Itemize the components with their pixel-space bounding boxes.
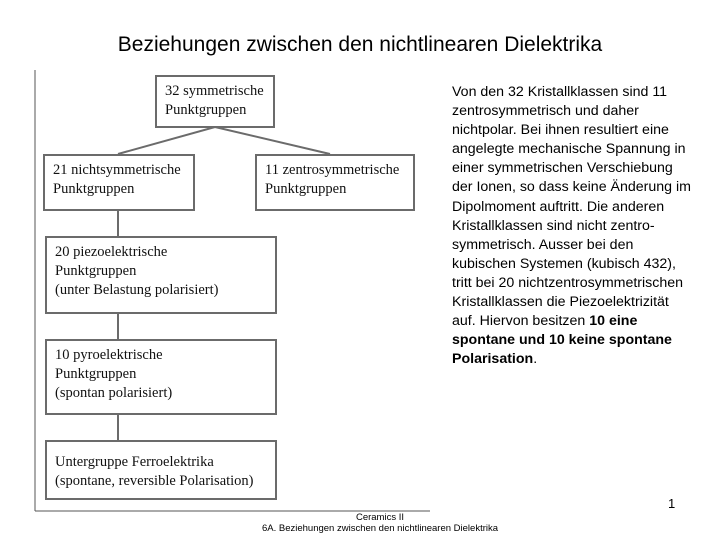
connector-32-to-21 <box>118 127 215 154</box>
box-ferroelectric-subgroup <box>45 440 277 500</box>
box-line: 11 zentrosymmetrische <box>265 162 400 178</box>
connector-32-to-11 <box>215 127 330 154</box>
box-line: (unter Belastung polarisiert) <box>55 282 219 298</box>
box-line: 21 nichtsymmetrische <box>53 162 181 178</box>
box-line: 10 pyroelektrische <box>55 347 163 363</box>
description-body: Von den 32 Kristallklassen sind 11 zentrosymmetrisch und daher nichtpolar. Bei ihnen resultiert eine angelegte mechanische Spannung in einer symmetrischen Verschiebung der Ionen, so dass keine Änderung im Dipolmoment auftritt. Die anderen Kristallklassen sind nicht zentro-symmetrisch. Ausser bei den kubischen Systemen (kubisch 432), tritt bei 20 nichtzentrosymmetrischen Kristallklassen die Piezoelektrizität auf. Hiervon besitzen <box>452 84 691 330</box>
box-line: Punktgruppen <box>53 181 135 197</box>
box-line: 32 symmetrische <box>165 83 264 99</box>
box-line: (spontan polarisiert) <box>55 385 173 401</box>
box-line: Punktgruppen <box>55 263 137 279</box>
box-line: Punktgruppen <box>165 102 247 118</box>
box-symmetric-groups <box>155 75 275 128</box>
box-line: Untergruppe Ferroelektrika <box>55 454 214 470</box>
page-number: 1 <box>668 496 676 511</box>
description-end: . <box>533 351 538 368</box>
footer-chapter: 6A. Beziehungen zwischen den nichtlinearen Dielektrika <box>261 523 499 534</box>
footer-course: Ceramics II <box>355 512 405 523</box>
slide-title: Beziehungen zwischen den nichtlinearen Dielektrika <box>117 33 603 56</box>
box-centrosymmetric-groups <box>255 154 415 211</box>
box-pyroelectric-groups <box>45 339 277 415</box>
box-line: (spontane, reversible Polarisation) <box>55 473 254 489</box>
description-bold: 10 eine spontane und 10 keine spontane Polarisation <box>452 313 672 368</box>
box-line: 20 piezoelektrische <box>55 244 168 260</box>
box-piezoelectric-groups <box>45 236 277 314</box>
box-line: Punktgruppen <box>265 181 347 197</box>
box-line: Punktgruppen <box>55 366 137 382</box>
slide-footer <box>170 512 590 534</box>
box-nonsymmetric-groups <box>43 154 195 211</box>
description-text <box>452 83 692 369</box>
